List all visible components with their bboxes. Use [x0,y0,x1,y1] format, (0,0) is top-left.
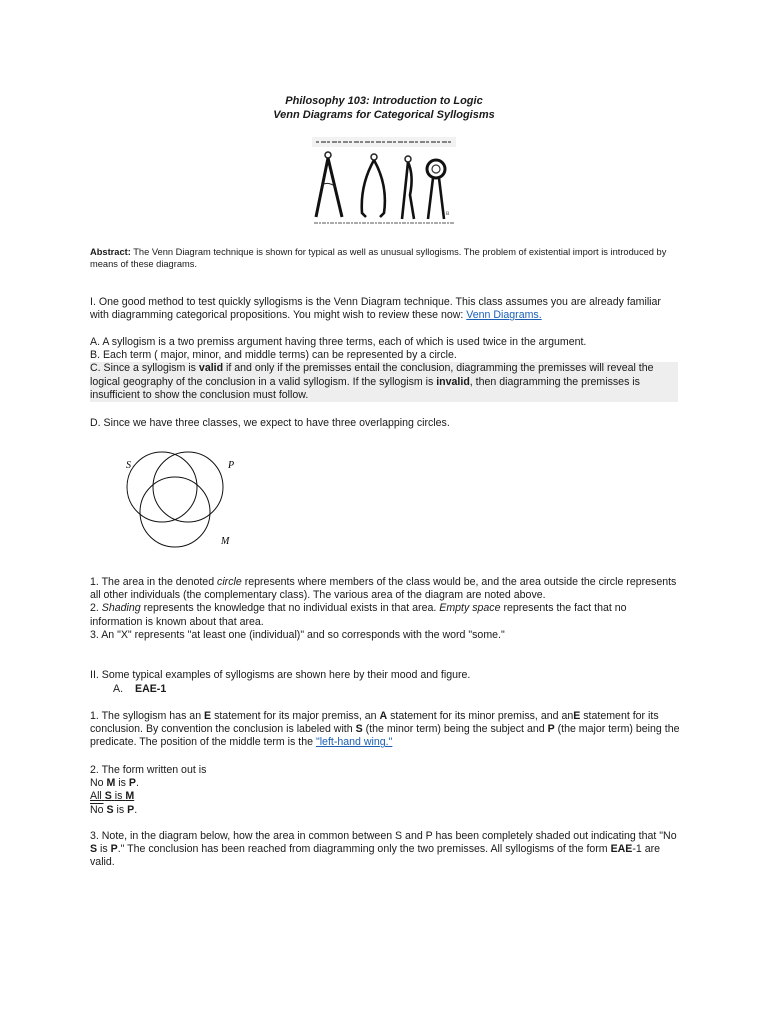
section1-items [90,336,680,402]
p3-text-c: -1 are valid. [90,843,661,869]
form-line-3 [90,804,680,817]
page-subtitle: Venn Diagrams for Categorical Syllogisms [273,109,495,121]
abstract-text: The Venn Diagram technique is shown for typical as well as unusual syllogisms. The problem of existential import is introduced by means of these diagrams. [90,247,667,270]
p3-text-a: 3. Note, in the diagram below, how the area in common between S and P has been completely shaded out indicating that "No [90,830,677,842]
sub-marker: A. [113,683,124,695]
p1-text-c: statement for its minor premiss, and an [387,710,574,722]
valid-term: valid [198,362,224,375]
p1-text-b: statement for its major premiss, an [211,710,380,722]
item-c-text-2: if and only if the premisses entail the conclusion, diagramming the premisses will reveal the logical geography of the conclusion in a valid syllogism. If the syllogism is [90,362,654,388]
line1-end: . [135,777,139,790]
line3-end: . [134,803,138,816]
line3-no: $\overline{No}$ [90,803,104,816]
line3-is: is [116,803,125,816]
line1-is: is [115,777,129,790]
invalid-term: invalid [436,375,470,388]
note-3: 3. An "X" represents "at least one (individual)" and so corresponds with the word "some." [90,628,505,641]
note-2 [90,602,680,628]
line2-all: All [90,790,102,803]
venn-circle-p [153,452,223,522]
p3-s: S [90,843,98,856]
line3-s: S [106,803,114,816]
line1-p: P [128,777,136,790]
p1-e2: E [573,710,581,722]
section2-paragraph-1 [90,710,680,750]
item-c-text-3: , then diagramming the premisses is insufficient to show the conclusion must follow. [90,375,640,401]
venn-label-s: S [126,460,131,471]
section1-intro [90,296,680,322]
p1-s: S [355,723,363,736]
svg-text:B: B [446,212,450,217]
line2-is: is [114,790,123,803]
line2-m: M [125,790,135,803]
p1-text-a: 1. The syllogism has an [90,710,205,722]
note-1-text-a: 1. The area in the denoted [90,576,218,588]
note-2-empty-space: Empty space [439,602,501,615]
line2-s: S [104,790,112,803]
page-title: Philosophy 103: Introduction to Logic [285,95,483,107]
venn-label-m: M [221,536,230,547]
note-1 [90,576,680,602]
p3-is: is [97,843,111,856]
section2-paragraph-3 [90,830,680,870]
item-d: D. Since we have three classes, we expect to have three overlapping circles. [90,417,450,429]
abstract-label: Abstract: [90,247,131,257]
p1-text-e: (the minor term) being the subject and [362,723,548,736]
venn-circle-s [127,452,197,522]
compasses-woodcut-image [310,135,458,231]
p1-text-d: statement for its conclusion. By convention the conclusion is labeled with [90,710,659,736]
section1-intro-text: I. One good method to test quickly syllogisms is the Venn Diagram technique. This class assumes you are already familiar with diagramming categorical propositions. You might wish to review these now: [90,296,661,322]
venn-circle-m [140,477,210,547]
item-b: B. Each term ( major, minor, and middle terms) can be represented by a circle. [90,349,457,362]
line1-m: M [106,777,116,790]
item-a: A. A syllogism is a two premiss argument having three terms, each of which is used twice in the argument. [90,336,587,348]
section2-intro: II. Some typical examples of syllogisms are shown here by their mood and figure. [90,669,471,681]
form-line-1 [90,777,680,790]
p1-a: A [379,710,388,722]
section2-form [90,764,680,817]
note-1-circle: circle [217,576,242,588]
section2-sub-heading [113,683,313,696]
form-intro: 2. The form written out is [90,764,207,776]
p3-eae: EAE [610,843,633,856]
note-2-text-c: represents the fact that no information is known about that area. [90,602,627,628]
venn-label-p: P [228,460,235,471]
venn-diagram [120,446,250,566]
item-c [90,362,678,402]
p3-p: P [110,843,118,856]
p3-text-b: ." The conclusion has been reached from diagramming only the two premisses. All syllogisms of the form [117,843,611,856]
abstract-paragraph [90,246,680,271]
note-1-text-b: represents where members of the class would be, and the area outside the circle represents all other individuals (the complementary class). The various area of the diagram are noted above. [90,576,677,602]
item-c-text-1: C. Since a syllogism is [90,362,199,375]
notes-list [90,576,680,642]
line1-no: No [90,777,107,790]
venn-diagrams-link[interactable]: Venn Diagrams. [466,309,542,322]
form-line-2 [90,790,680,803]
line3-p: P [127,803,135,816]
sub-label: EAE-1 [135,683,167,695]
p1-p: P [547,723,555,736]
note-2-text-b: represents the knowledge that no individual exists in that area. [140,602,440,615]
p1-e: E [204,710,212,722]
p1-text-f: (the major term) being the predicate. The position of the middle term is the [90,723,680,749]
left-hand-wing-link[interactable]: "left-hand wing." [315,736,393,749]
note-2-text-a: 2. [90,602,102,615]
note-2-shading: Shading [101,602,141,615]
